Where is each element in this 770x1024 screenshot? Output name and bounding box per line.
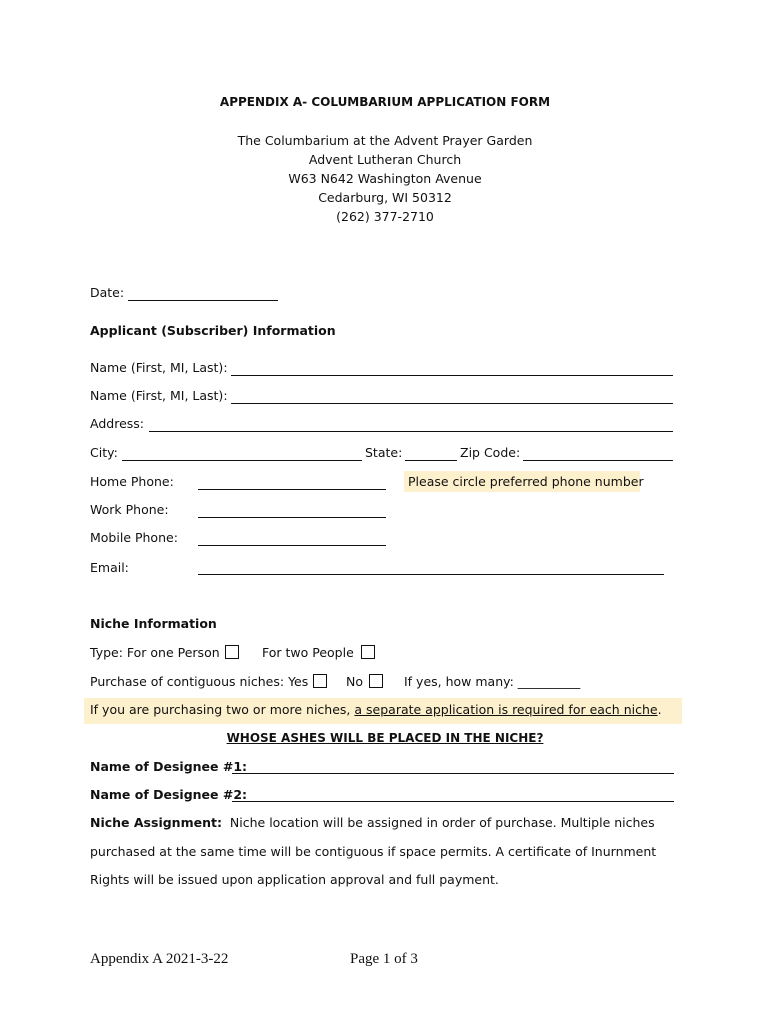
mobile-phone-label: Mobile Phone:	[90, 530, 178, 545]
header-line-4: Cedarburg, WI 50312	[318, 190, 452, 205]
email-field[interactable]	[198, 574, 664, 575]
ashes-heading: WHOSE ASHES WILL BE PLACED IN THE NICHE?	[226, 731, 544, 745]
two-people-checkbox[interactable]	[361, 645, 375, 659]
applicant-heading: Applicant (Subscriber) Information	[90, 323, 336, 338]
header-line-3: W63 N642 Washington Avenue	[288, 171, 482, 186]
one-person-checkbox[interactable]	[225, 645, 239, 659]
name2-label: Name (First, MI, Last):	[90, 388, 228, 403]
designee2-label: Name of Designee #2:	[90, 787, 248, 802]
work-phone-label: Work Phone:	[90, 502, 169, 517]
contiguous-no-label: No	[346, 674, 363, 689]
type-one-person-label: Type: For one Person	[90, 645, 220, 660]
name1-label: Name (First, MI, Last):	[90, 360, 228, 375]
zip-label: Zip Code:	[460, 445, 521, 460]
form-title: APPENDIX A- COLUMBARIUM APPLICATION FORM	[219, 95, 551, 109]
mobile-phone-field[interactable]	[198, 545, 386, 546]
date-label: Date:	[90, 285, 125, 300]
two-people-label: For two People	[262, 645, 354, 660]
zip-field[interactable]	[523, 460, 673, 461]
note-part-1: If you are purchasing two or more niches,	[90, 702, 355, 717]
phone-note: Please circle preferred phone number	[408, 474, 644, 489]
designee2-field[interactable]	[232, 801, 674, 802]
designee1-label: Name of Designee #1:	[90, 759, 248, 774]
footer-left: Appendix A 2021-3-22	[90, 951, 229, 967]
home-phone-label: Home Phone:	[90, 474, 174, 489]
work-phone-field[interactable]	[198, 517, 386, 518]
name2-field[interactable]	[231, 403, 673, 404]
niche-heading: Niche Information	[90, 616, 217, 631]
designee1-field[interactable]	[232, 773, 674, 774]
how-many-field[interactable]: If yes, how many: __________	[404, 674, 581, 689]
email-label: Email:	[90, 560, 129, 575]
address-label: Address:	[90, 416, 144, 431]
note-part-3: .	[657, 702, 662, 717]
date-field[interactable]	[128, 300, 278, 301]
assignment-line-2: purchased at the same time will be contiguous if space permits. A certificate of Inurnment	[90, 844, 657, 859]
name1-field[interactable]	[231, 375, 673, 376]
contiguous-label: Purchase of contiguous niches: Yes	[90, 674, 309, 689]
address-field[interactable]	[149, 431, 673, 432]
separate-application-note	[90, 702, 662, 717]
contiguous-no-checkbox[interactable]	[369, 674, 383, 688]
assignment-text-1: Niche location will be assigned in order of purchase. Multiple niches	[229, 815, 655, 830]
header-line-2: Advent Lutheran Church	[308, 152, 462, 167]
home-phone-field[interactable]	[198, 489, 386, 490]
note-underlined: a separate application is required for each niche	[354, 702, 658, 717]
assignment-line-3: Rights will be issued upon application approval and full payment.	[90, 872, 499, 887]
city-label: City:	[90, 445, 118, 460]
assignment-label: Niche Assignment:	[90, 815, 222, 830]
state-field[interactable]	[405, 460, 457, 461]
city-field[interactable]	[122, 460, 362, 461]
header-line-1: The Columbarium at the Advent Prayer Garden	[237, 133, 533, 148]
assignment-line-1	[90, 815, 655, 830]
footer-page-number: Page 1 of 3	[350, 951, 418, 967]
state-label: State:	[365, 445, 403, 460]
header-line-5: (262) 377-2710	[336, 209, 434, 224]
contiguous-yes-checkbox[interactable]	[313, 674, 327, 688]
